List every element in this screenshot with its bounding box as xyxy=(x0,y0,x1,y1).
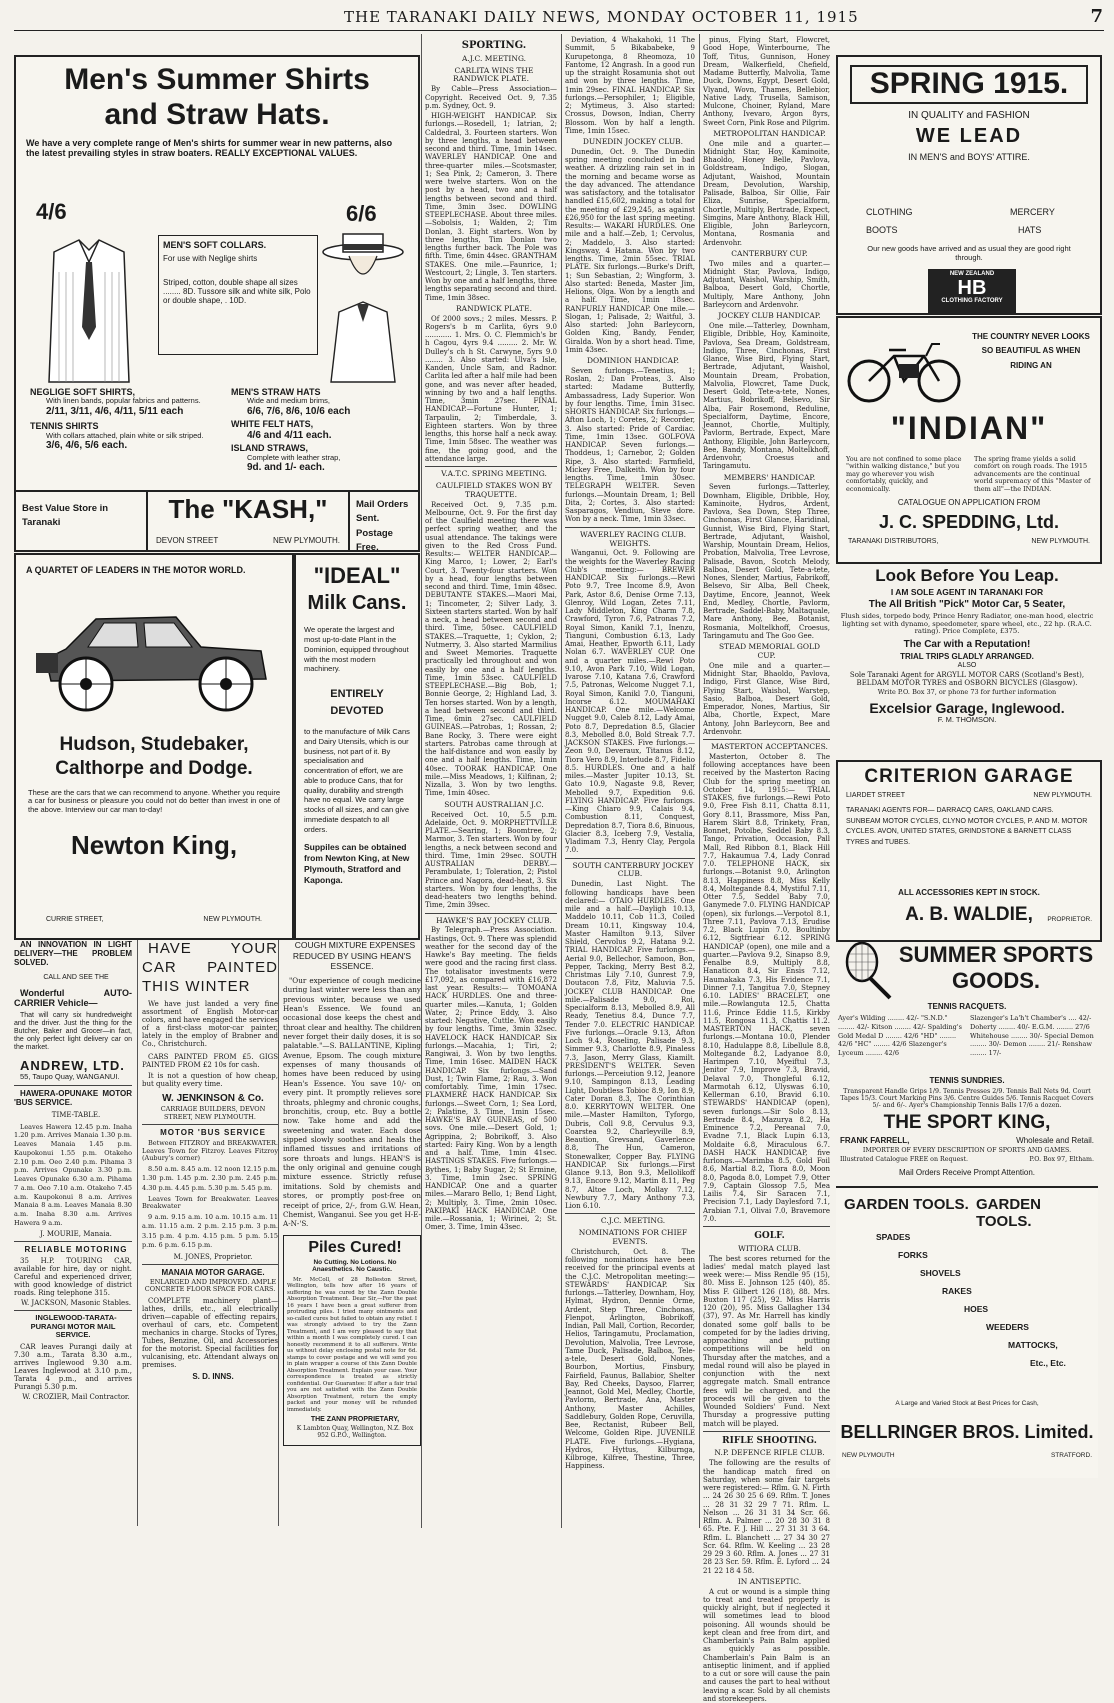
sporting-p5: By Telegraph.—Press Association. Hastings, Oct. 9. There was splendid weather for the second day of the Hawke's Bay meeting. The fields were good and the racing first class. The totalisator investments were £17,092, as compared with £16,872 last year. Results:— TOMOANA HACK HURDLES. One and three-quarter miles.—Kanuta, 1; Golden Water, 2; Prince Eddy, 3. Also started: Negative, Cuttle. Won easily by four lengths. Time, 3min 32sec. HAVELOCK HACK HANDICAP. Six furlongs.—Macahia, 1; Tiri, 2; Rangiwai, 3. Won by two lengths. Time, 1min 16sec. MAIDEN HACK HANDICAP. Six furlongs.—Sand Dust, 1; Twin Flame, 2; Rau, 3. Won comfortably. Time, 1min 17sec. FLAXMERE HACK HANDICAP. Six furlongs.—Sweet Corn, 1; Sea Lord, 2; Palatine, 3. Time, 1min 15sec. HAWKE'S BAY GUINEAS, of 500 sovs. One mile.—Desert Gold, 1; Agrippina, 2; Bobrikoff, 3. Also started: Fairy King. Won by a length and a half. Time, 1min 41sec. HASTINGS STAKES. Five furlongs.—Bythes, 1; Baby Sugar, 2; St Ermine, 3. Time, 1min 2sec. SPRING HANDICAP. One and a quarter miles.—Mararo Bello, 1; Bend Light, 2; Multiply, 3. Time, 2min 10sec. PAKIPAKI HACK HANDICAP. One mile.—Rossania, 1; Wirinei, 2; St. Omer, 3. Time, 1min 43sec. xyxy=(425,926,557,1232)
col5-p10: A cut or wound is a simple thing to treat and treated properly is quickly alright, but if neglected it will sometimes lead to blood poisoning. All wounds should be kept clean and free from dirt, and Chamberlain's Pain Balm applied as quickly as possible. Chamberlain's Pain Balm is an antiseptic liniment, and if applied to a cut or sore will cause the pain and causes the part to heal without leaving a scar. Sold by all chemists and storekeepers. xyxy=(703,1587,830,1703)
collars-title: MEN'S SOFT COLLARS. xyxy=(163,240,267,250)
newton-name: Newton King, xyxy=(70,829,238,860)
indian-ad xyxy=(836,316,1102,564)
col5-s9: RIFLE SHOOTING. xyxy=(722,1435,817,1446)
piles-title: Piles Cured! xyxy=(308,1238,402,1256)
bus-title: MOTOR 'BUS SERVICE xyxy=(160,1128,266,1138)
sporting-s4: SOUTH AUSTRALIAN J.C. xyxy=(444,799,544,809)
sporting-s3: V.A.T.C. SPRING MEETING. xyxy=(441,469,547,479)
hb-badge-top: NEW ZEALAND xyxy=(949,271,995,277)
summer-sund-body: Transparent Handle Grips 1/9. Tennis Presses 2/9. Tennis Ball Nets 9d. Court Tapes 15/3. Court Marking Pins 3/6. Centre Guides 5/6. Tennis Racquet Covers 5/- and 6/-. Ayer's Championship Tennis Balls 17/6 a dozen. xyxy=(840,1088,1094,1110)
criterion-prop: PROPRIETOR. xyxy=(1047,916,1092,923)
excelsior-l2: The All British "Pick" Motor Car, 5 Seater, xyxy=(868,599,1066,611)
col5-s5: STEAD MEMORIAL GOLD CUP. xyxy=(719,642,820,660)
spring-c1: CLOTHING xyxy=(866,207,913,217)
col5-s6: MASTERTON ACCEPTANCES. xyxy=(711,742,828,752)
indian-town: NEW PLYMOUTH. xyxy=(1031,538,1090,545)
sporting-s1b: CARLITA WINS THE RANDWICK PLATE. xyxy=(453,65,534,84)
summer-owner: FRANK FARRELL, xyxy=(840,1136,910,1145)
spring-c4: HATS xyxy=(1018,225,1042,235)
manaia-sig: S. D. INNS. xyxy=(192,1372,234,1382)
mail-body: CAR leaves Purangi daily at 7.30 a.m., Tarata 8.30 a.m., arrives Inglewood 9.30 a.m. Leaves Inglewood at 3.10 p.m., Tarata 4 p.m., and arrives Purangi 5.30 p.m. xyxy=(14,1343,132,1392)
col5-p6: One mile and a quarter.—Midnight Star, Bhaoldo, Pavlova, Indigo, First Glance, Wise Bird, Flying Start, Waishol, Warstep, Sasio, Balboa, Desert Gold, Emperador, Nones, Martius, Sir Alba, Chortle, Expect, Mare Antony, John Barleycorn, Bee and Ardenvohr. xyxy=(703,661,830,736)
hawera-lines: Leaves Hawera 12.45 p.m. Inaha 1.20 p.m. Arrives Manaia 1.30 p.m. Leaves Manaia 1.45 p.m. Kaupokonui 1.55 p.m. Otakeho 2.10 p.m. Oeo 2.40 p.m. Pihama 3 p.m. Arrives Opunake 3.30 p.m. Leaves Opunake 6.30 a.m. Pihama 7 a.m. Oeo 7.10 a.m. Otakeho 7.45 a.m. Kaupokonui 8 a.m. Arrives Manaia 8 a.m. Leaves Manaia 8.30 a.m. Inaha 8.30 a.m. Arrives Hawera 9 a.m. xyxy=(14,1122,132,1227)
newton-brands: Hudson, Studebaker, Calthorpe and Dodge. xyxy=(55,734,253,780)
indian-cat: CATALOGUE ON APPLICATION FROM xyxy=(897,498,1041,507)
felt-title: WHITE FELT HATS, xyxy=(231,419,314,430)
newton-body: These are the cars that we can recommend to anyone. Whether you require a car for business or pleasure you could not do better than invest in one of the above. Interview our car man to-day! xyxy=(28,787,280,815)
col5-s4: MEMBERS' HANDICAP. xyxy=(723,472,816,482)
racquet-icon xyxy=(840,942,900,1000)
excelsior-sig: F. M. THOMSON. xyxy=(937,714,997,724)
excelsior-l1: I AM SOLE AGENT IN TARANAKI FOR xyxy=(890,586,1044,597)
indian-left: You are not confined to some place "within walking distance," but you may go wherever you wish comfortably, quickly, and economically. xyxy=(846,455,962,493)
summer-left: Ayer's Wilding ........ 42/- "S.N.D." ........ 42/- Kitson ........ 42/- Spalding's Gold Medal D ........ 42/6 "HD" ........ 42/6 "HC" ........ 42/6 Slazenger's Lyceum ........ 42/6 xyxy=(838,1014,962,1058)
manaia-body: COMPLETE machinery plant—lathes, drills, etc., all electrically driven—capable of effecting repairs, overhaul of cars, etc. Competent mechanics in charge. Stocks of Tyres, Tubes, Benzine, Oil, and Accessories for the motorist. Special facilities for vulcanising, etc. Attendant always on premises. xyxy=(142,1296,278,1370)
painted-title: HAVE YOUR CAR PAINTED THIS WINTER xyxy=(142,940,278,995)
indian-name: "INDIAN" xyxy=(890,410,1048,446)
kash-name: The "KASH," xyxy=(168,494,328,524)
masthead-title: THE TARANAKI DAILY NEWS, MONDAY OCTOBER 11, 1915 xyxy=(344,8,859,26)
hb-badge-mid: HB xyxy=(957,276,987,299)
col4-p5: Dunedin, Last Night. The following handicaps have been declared:— OTAIO HURDLES. One mile and a half.—Dayligh 10.13, Maddelo 10.11, Cob 11.3, Coiled Dream 10.11, Kingsway 10.4, Master Hamilton 9.13, Silver Shield, Cervolus 9.2, Hatana 9.2. TRIAL HANDICAP. Five furlongs.—Aerial 9.0, Bellechor, Samoon, Bon, Pepper, Tacking, Merry Best 8.2, Christmas Lily 7.10, Gunrest 7.9, Doutacon 7.8, Fitz, Maluvia 7.5. JOCKEY CLUB HANDICAP. One mile.—Palisade 9.0, Roi, Specialform 8.13, Mebolled 8.9, All Ready, Tenetius 8.4, Dunce 7.7, Tender 7.0. ELECTRIC HANDICAP. Five furlongs.—Oracle 9.13, Afton Loch 9.4, Roseling, Palisade 9.3, Simmer 9.3, Charlotte 8.9, Pinaless 7.3, Jason, Merry Glass, Kiamilt. PRESIDENT'S WELTER. Seven furlongs.—Perceiution 9.12, Jeanore 9.10, Sampingon 8.13, Leading Light, Doubtless Tobioc 8.9, Ion 8.9, Cater Doran 8.3, The Corinthian 8.0. KERRYTOWN WELTER. One mile.—Master Hamilton, Tyforgo, Dubris, Coll 9.8, Cervulus 9.3, Coarstea 9.2, Charleyville 8.9, Beaution, Grevsand, Gaverlence 8.8, The Hun, Cameron, Stonewalker, Copper Bay. FLYING HANDICAP. Six furlongs.—First Glance 9.13, Bon 9.3, Mellolikoff 9.13, Encore 9.12, Martin 8.11, Peg 8.7, Altoe Loch, Mollay 7.12, Newbury 7.7, Mary Anthony 7.3, Lion 6.10. xyxy=(565,880,695,1211)
shirts-intro: We have a very complete range of Men's shirts for summer wear in new patterns, also the latest prevailing styles in straw boaters. REALLY EXCEPTIONAL VALUES. xyxy=(26,138,393,159)
sporting-s2: RANDWICK PLATE. xyxy=(456,303,532,313)
criterion-ad xyxy=(836,760,1102,942)
criterion-title: CRITERION GARAGE xyxy=(864,766,1074,787)
andrew-head: AN INNOVATION IN LIGHT DELIVERY—THE PROBLEM SOLVED. xyxy=(14,940,132,968)
shirts-ad xyxy=(14,55,420,492)
garden-title2: GARDEN TOOLS. xyxy=(976,1196,1042,1231)
hb-badge-bot: CLOTHING FACTORY xyxy=(941,297,1003,304)
shirt-illustration xyxy=(34,232,144,382)
racing-column-5 xyxy=(703,36,830,1703)
hawera-tt: TIME-TABLE. xyxy=(51,1111,101,1120)
criterion-street: LIARDET STREET xyxy=(846,792,905,799)
cough-body: "Our experience of cough medicine during last winter were less than any previous winter, because we used Hean's Essence. We found an occasional dose keeps the chest and throat clear and healthy. The children never forget their daily doses, it is so palatable."—S. BALLANTINE, Kipling Avenue, Epsom. The cough mixture expenses of many thousands of homes have been reduced by using Hean's Essence. You save 10/- on every pint. It promptly relieves sore throats, phlegmy and chronic coughs, bronchitis, croup, etc. Buy a bottle now. Take home and add the sweetening and water. Each dose sipped slowly soothes and heals the inflamed tissues and irritations of sore throats and lungs. HEAN'S is the only original and genuine cough mixture essence. Strictly refuse imitations. Sold by chemists and stores, or promptly post-free on receipt of price, 2/-, from G.W. Hean, Chemist, Wanganui. See you get H-E-A-N-'S. xyxy=(283,975,421,1229)
ideal-entirely: ENTIRELY DEVOTED xyxy=(330,688,384,717)
col5-s3: JOCKEY CLUB HANDICAP. xyxy=(718,311,821,321)
tennis-prices: 3/6, 4/6, 5/6 each. xyxy=(46,440,128,452)
summer-cat: Illustrated Catalogue FREE on Request. xyxy=(840,1156,969,1163)
boater-man-illustration xyxy=(311,222,411,382)
shirts-headline-1: Men's Summer Shirts xyxy=(64,63,370,96)
bus-times: 8.50 a.m. 8.45 a.m. 12 noon 12.15 p.m. 1.30 p.m. 1.45 p.m. 2.30 p.m. 2.45 p.m. 4.30 p.m. 4.45 p.m. 5.30 p.m. 5.45 p.m. xyxy=(142,1164,278,1192)
straw-title: MEN'S STRAW HATS xyxy=(231,387,321,397)
sporting-p1: HIGH-WEIGHT HANDICAP. Six furlongs.—Rosedell, 1; Iatrian, 2; Caldedral, 3. Fourteen starters. Won by three lengths, a head between second and third. Time, 1min 14sec. WAVERLEY HANDICAP. One and three-quarter miles.—Scotsmaster, 1; Sea Pink, 2; Cameron, 3. There were twelve starters. Won on the post by a head, two and a half lengths between second and third. Time, 3min 3sec. DOWLING STEEPLECHASE. About three miles.—Sobolsis, 1; Walden, 2; Tim Donlan, 3. Eight starters. Won by three lengths, Tim Donlan two lengths further back. The Pole was fifth. Time, 6min 44sec. GRANTHAM STAKES. One mile.—Faunrice, 1; Westcourt, 2; Lingle, 3. Ten starters. Won by one and a half lengths, three lengths separating second and third. Time, 1min 38sec. xyxy=(425,112,557,302)
andrew-call: CALL AND SEE THE xyxy=(43,973,109,981)
col5-p5: Seven furlongs.—Tatterley, Downham, Eligible, Dribble, Hoy, Kaminoite, Hydros, Ardent, Pavlova, Sea Down, Step Three, Cinchonas, First Glance, Haridinal, Gunnist, Wise Bird, Flying Start, Bertrade, Adjutant, Waishol, Warship, Mountain Dream, Helios, Probation, Malvolia, Tree Levrose, Palisade, Bavon, Scotch Melody, Balboa, Desert Gold, Tete-a-tete, Nones, Slender, Martius, Fabrikoff, Belsevo, Sir Alba, Bell Cheek, Daytime, Encore, Jeannot, Week End, Medley, Chortle, Pavlorm, Bertrade, Saddel-Baby, Maltaquale, Mare Anthony, Bee, Botanist, Rosmania, Moltelkhoff, Croesus, Taringamutu and The Goo Gee. xyxy=(703,483,830,640)
ideal-milk-cans-ad xyxy=(294,553,420,940)
spring-line2: WE LEAD xyxy=(915,125,1023,147)
excelsior-title: Look Before You Leap. xyxy=(875,566,1059,585)
hawera-sig: J. MOURIE, Manaia. xyxy=(40,1229,112,1238)
col5-p3: Two miles and a quarter.—Midnight Star, Pavlova, Indigo, Adjutant, Waishol, Warship, Smith, Balboa, Desert Gold, Chortle, Multiply, Mare Anthony, John Barleycorn and Ardenvohr. xyxy=(703,259,830,309)
reliable-title: RELIABLE MOTORING xyxy=(24,1244,128,1254)
col5-p2: One mile and a quarter.—Midnight Star, Hoy, Kaminoite, Bhaoldo, Honey Belle, Pavlova, Goldstream, Indigo, Slogan, Adjutant, Waishod, Mountain Dream, Devolution, Warship, Palisade, Balboa, Sir Ollie, Fair Eliza, Sunrise, Specialform, Chortle, Multiply, Bertrade, Expect, Simgins, Mare Anthony, Black Hill, Eligible, John Barleycorn, Montana, Rosmania and Ardenvohr. xyxy=(703,139,830,247)
col4-s6: NOMINATIONS FOR CHIEF EVENTS. xyxy=(578,1228,688,1246)
sporting-title: SPORTING. xyxy=(461,40,527,51)
garden-item: WEEDERS xyxy=(986,1322,1029,1332)
garden-town2: STRATFORD. xyxy=(1050,1452,1092,1459)
straw-prices: 6/6, 7/6, 8/6, 10/6 each xyxy=(247,405,351,417)
reliable-body: 35 H.P. TOURING CAR, available for hire, day or night. Careful and experienced driver, with good knowledge of district roads. Ring telephone 315. xyxy=(14,1256,132,1298)
col5-p9: The following are the results of the handicap match fired on Saturday, when some fair targets were registered:— Rflm. G. N. Firth ... 24 26 30 25 6 69. Rflm. T. Jones ... 28 31 32 29 7 71. Rflm. L. Nelson ... 26 31 31 34 Scr. 66. Rflm. A. Palmer ... 20 28 30 31 8 65. Pte. F. J. Hill ... 27 31 31 3 64. Rflm. L. Blanchett ... 27 34 30 27 Scr. 64. Rflm. W. Keeling ... 23 28 29 29 3 60. Rflm. A. Jones ... 27 31 28 23 Scr. 59. Rflm. E. Lyford ... 24 21 22 18 4 58. xyxy=(703,1459,830,1575)
painted-body: We have just landed a very fine assortment of English Motor-car colors, and have engaged the services of a first-class motor-car painter, lately in the employ of Brabner and Co., Christchurch. xyxy=(142,1000,278,1049)
summer-name: THE SPORT KING, xyxy=(883,1112,1051,1133)
sporting-p4: Received Oct. 10, 5.5 p.m. Adelaide, Oct. 9. MORPHETTVILLE PLATE.—Searing, 1; Boomtree, 2; Marmor, 3. Ten starters. Won by four lengths, a neck between second and third. Time, 1min 29sec. SOUTH AUSTRALIAN DERBY.—Perambulate, 1; Toleration, 2; Pistol Prince and Nagora, dead-heat, 3. Six starters. Won by four lengths, the dead-heaters two lengths behind. Time, 2min 39sec. xyxy=(425,810,557,910)
newton-heading: A QUARTET OF LEADERS IN THE MOTOR WORLD. xyxy=(26,565,246,575)
col4-s2: DOMINION HANDICAP. xyxy=(587,356,679,366)
excelsior-l8: Write P.O. Box 37, or phone 73 for further information xyxy=(877,688,1057,697)
spring-title: SPRING 1915. xyxy=(869,67,1069,100)
col4-p6: Christchurch, Oct. 8. The following nominations have been received for the principal events at the C.J.C. Metropolitan meeting:— STEWARDS' HANDICAP. Six furlongs.—Tatterley, Downham, Hoy, Hylmat, Hydron, Dennie Orme, Ardent, Step Three, Cinchonas, Flenpot, Arlington, Bobrikoff, Indian, Pall Mall, Cortion, Recorder, Helios, Taringamutu, Proclamation, Devolution, Malvolia, Tree Levrose, Tame Duck, Palisade, Balboa, Tele-a-tele, Desert Gold, Nones, Bourbon, Mortius, Finsbury, Fairfield, Faunus, Ballabior, Shelter Bay, Red Cheeks, Daysoo, Flarrer, Jeannot, Gold Mel, Medley, Chortle, Pavlorm, Bertrade, Ana, Master Anthony, Master Achilles, Saddlebury, Golden Rope, Ceruvilla, Bee, Rectanist, Rubeer Bell, Welcome, Golden Ripe. JUVENILE PLATE. Five furlongs.—Hygiana, Hydros, Hyttus, Kilburnga, Kilbroge, Kilfree, Thestine, Three, Happiness. xyxy=(565,1247,695,1471)
andrew-name xyxy=(14,1059,132,1083)
neglige-body: With linen bands, popular fabrics and patterns. xyxy=(46,396,201,406)
sporting-column xyxy=(425,36,557,1526)
summer-box: P.O. Box 97, Eltham. xyxy=(1029,1156,1094,1163)
spring-line3: IN MEN'S and BOYS' ATTIRE. xyxy=(908,152,1030,162)
island-title: ISLAND STRAWS, xyxy=(231,443,309,454)
col5-s10: N.P. DEFENCE RIFLE CLUB. xyxy=(714,1448,825,1458)
col4-s1: DUNEDIN JOCKEY CLUB. xyxy=(582,137,684,146)
garden-item: FORKS xyxy=(898,1250,928,1260)
ideal-body2: to the manufacture of Milk Cans and Dairy Utensils, which is our business, not part of it. By specialisation and concentration of effort, we are able to produce Cans, that for quality, durability and strength have no equal. We carry large stocks of all sizes, and can give immediate despatch to all orders. xyxy=(304,727,410,834)
summer-title1: SUMMER SPORTS xyxy=(898,942,1094,967)
piles-name: THE ZANN PROPRIETARY, xyxy=(310,1416,400,1424)
painted-prices: CARS PAINTED FROM £5. GIGS PAINTED FROM £2 10s for cash. xyxy=(142,1052,278,1069)
criterion-town: NEW PLYMOUTH. xyxy=(1033,792,1092,799)
hawera-title: HAWERA-OPUNAKE MOTOR 'BUS SERVICE. xyxy=(14,1089,132,1108)
newton-town: NEW PLYMOUTH. xyxy=(203,915,262,923)
excelsior-l4: The Car with a Reputation! xyxy=(903,639,1031,651)
sporting-s3b: CAULFIELD STAKES WON BY TRAQUETTE. xyxy=(435,481,553,499)
col4-s5: C.J.C. MEETING. xyxy=(600,1216,666,1226)
masthead xyxy=(14,4,1104,31)
mail-title: INGLEWOOD-TARATA-PURANGI MOTOR MAIL SERVICE. xyxy=(30,1313,117,1340)
kash-street: DEVON STREET xyxy=(156,535,219,545)
painted-name: W. JENKINSON & Co. xyxy=(162,1092,264,1104)
garden-tools-ad xyxy=(836,1186,1098,1478)
col4-p4: Wanganui, Oct. 9. Following are the weights for the Waverley Racing Club's meeting:— BREWER HANDICAP. Six furlongs.—Rewi Poto 9.7, Tree Income 8.9, Avon Park, Astor 8.6, Denise Orme 7.13, Glenroy, Wild Logan, Zetes 7.11, Lady Middleton, King Charm 7.8, Crawford, Tyron 7.6, Patronas 7.2, Royal Simon, Kanikl 7.1, Inenzu, Tianguni, Combustion 6.13, Lady Amai, Heather, Epworth 6.11, Lady Nolan 6.7. WAVERLEY CUP. One and a quarter miles.—Rewi Poto 9.10, Avon Park 7.10, Wild Logan, Ivarose 7.10, Katana 7.6, Crawford 7.5, Patronas, Welcome Nugget 7.1, Royal Simon, Kanikl 7.0, Tianguni, Incorse 6.12. MOUMAHAKI HANDICAP. One mile.—Welcome Nugget 9.0, Caleb 8.12, Lady Amai, Poto 8.7, Depredation 8.5, Glacier 8.3, Mebolled 8.0, Bold Streak 7.7. JACKSON STAKES. Five furlongs.—Zeon 9.0, Deveraux, Titanus 8.12, Tiora Vero 8.9, Interlude 8.7, Fidelio 8.5. HURDLES. One and a half miles.—Master Jupiter 10.13, St. Gato 10.9, Nagaste 9.8, Rever, Mebolled 9.7, Expedition 9.6. FLYING HANDICAP. Five furlongs.—King Chiaro 9.9, Calais 9.4, Combustion 8.11, Conquest, Depredation 8.7, Tiora 8.6, Binuous, Glacier 8.3, Iceberg 7.9, Vestalia, Vladimam 7.3, Henry Clay, Pergola 7.0. xyxy=(565,549,695,855)
manaia-title: MANAIA MOTOR GARAGE. xyxy=(161,1267,265,1277)
neglige-title: NEGLIGE SOFT SHIRTS, xyxy=(30,387,136,397)
garden-item: SPADES xyxy=(876,1232,911,1242)
andrew-address: 55, Taupo Quay, WANGANUI. xyxy=(20,1072,120,1082)
summer-sports-ad xyxy=(836,942,1098,1182)
andrew-firm-name: ANDREW, LTD. xyxy=(20,1057,125,1073)
page-number: 7 xyxy=(1090,6,1104,27)
cough-title: COUGH MIXTURE EXPENSES REDUCED BY USING HEAN'S ESSENCE. xyxy=(292,940,416,972)
col5-s1: METROPOLITAN HANDICAP. xyxy=(713,128,826,138)
bus-sub2: Leaves Town for Breakwater. Leaves Breakwater xyxy=(142,1195,278,1211)
spring-title-box xyxy=(850,65,1088,104)
hb-badge xyxy=(928,269,1016,313)
kash-left: Best Value Store in Taranaki xyxy=(22,503,109,529)
andrew-title: Wonderful AUTO-CARRIER Vehicle— xyxy=(14,987,132,1008)
summer-rq: TENNIS RACQUETS. xyxy=(927,1002,1007,1011)
sporting-s1: A.J.C. MEETING. xyxy=(461,53,527,63)
excelsior-name: Excelsior Garage, Inglewood. xyxy=(869,699,1065,716)
shirts-headline-2: and Straw Hats. xyxy=(104,97,330,131)
ideal-body1: We operate the largest and most up-to-date Plant in the Dominion, equipped throughout with the most modern machinery. xyxy=(304,625,409,674)
garden-item: SHOVELS xyxy=(920,1268,961,1278)
sporting-s1c: By Cable—Press Association—Copyright. Received Oct. 9, 7.35 p.m. Sydney, Oct. 9. xyxy=(425,85,557,110)
criterion-acc: ALL ACCESSORIES KEPT IN STOCK. xyxy=(898,888,1040,897)
col5-s11: IN ANTISEPTIC. xyxy=(737,1576,802,1586)
tennis-title: TENNIS SHIRTS xyxy=(30,421,99,432)
indian-firm: J. C. SPEDDING, Ltd. xyxy=(878,512,1060,532)
sporting-p3: Received Oct. 9, 7.35 p.m. Melbourne, Oct. 9. For the first day of the Caulfield meeting there was perfect spring weather, and the usual attendance. The takings were given to the Red Cross Fund. Results:— WELTER HANDICAP.—King Marco, 1; Lower, 2; Earl's Court, 3. Twenty-four starters. Won by a head, four lengths between second and third. Time, 1min 48sec. DEBUTANTE STAKES.—Maori Mai, 1; Tincometer, 2; Silver Lady, 3. Sixteen starters started. Won by half a neck, a head between second and third. Time, 50sec. CAULFIELD STAKES.—Traquette, 1; Cyklon, 2; Nutmerry, 3. Also started Marmilius and Sweet Memories. Traquette practically led throughout and won easily by one and a half lengths. Time, 1min 53sec. CAULFIELD STEEPLECHASE.—Big Bob, 1; Bonnie George, 2; Highland Lad, 3. Ten horses started. Won by a length, a head between second and third. Time, 6min 27sec. CAULFIELD GUINEAS.—Patrobas, 1; Rossan, 2; Bane Rocky, 3. There were eight starters. Patrobas came through at the half-distance and won easily by one and a half lengths. Time, 1min 40sec. TOORAK HANDICAP. One mile.—Miss Meadows, 1; Kilfinan, 2; Nizalla, 3. Won by two lengths. Time, 1min 40sec. xyxy=(425,500,557,798)
mail-sig: W. CROZIER, Mail Contractor. xyxy=(22,1393,130,1402)
garden-item: HOES xyxy=(964,1304,989,1314)
garden-item: Etc., Etc. xyxy=(1030,1358,1066,1368)
criterion-name: A. B. WALDIE, xyxy=(905,904,1033,925)
excelsior-l5: TRIAL TRIPS GLADLY ARRANGED. xyxy=(900,651,1034,661)
straw-body: Wide and medium brims, xyxy=(247,396,330,406)
small-ads-col1 xyxy=(14,940,132,1526)
indian-right: The spring frame yields a solid comfort on rough roads. The 1915 advancements are the continual world supremacy of this "Master of them all"—the INDIAN. xyxy=(974,455,1091,493)
kash-strip xyxy=(14,490,420,552)
col4-p1: Deviation, 4 Whakahoki, 11 The Summit, 5 Bikababeke, 9 Kurupetonga, 8 Rheomoza, 10 Fantome, 12 Angrash. In a good run up the straight Rosamunia shot out and won by three lengths. Time, 1min 29sec. FINAL HANDICAP. Six furlongs.—Persophiler, 1; Eligible, 2; Mytimeus, 3. Also started: Crossus, Dowson, Indian, Cherry Blossom. Won by half a length. Time, 1min 15sec. xyxy=(565,36,695,135)
neglige-prices: 2/11, 3/11, 4/6, 4/11, 5/11 each xyxy=(46,405,184,417)
spring-note: Our new goods have arrived and as usual they are good right through. xyxy=(867,244,1071,262)
shirts-right-list xyxy=(231,387,411,474)
small-ads-col2 xyxy=(137,940,278,1526)
spring-1915-ad xyxy=(836,55,1102,315)
summer-title2: GOODS. xyxy=(951,968,1040,993)
ideal-title: "IDEAL" xyxy=(313,563,401,588)
garden-item: MATTOCKS, xyxy=(1008,1340,1058,1350)
sporting-s5: HAWKE'S BAY JOCKEY CLUB. xyxy=(436,915,552,925)
summer-sundries: TENNIS SUNDRIES. xyxy=(929,1076,1005,1085)
collars-line: For use with Neglige shirts xyxy=(163,254,258,264)
col5-p4: One mile.—Tatterley, Downham, Eligible, Dribble, Hoy, Kaminoite, Pavlova, Sea Dream, Goldstream, Indigo, Three, Cinchonas, First Glance, Wise Bird, Flying Start, Bertrade, Adjutant, Waishol, Mountain Dream, Probation, Malvolia, Flowcret, Tame Duck, Desert Gold, Tete-a-tete, Nones, Martius, Bobrikoff, Belsevo, Sir Alba, Fair Rosemond, Reduline, Specialform, Daytime, Encore, Jeannot, Chortle, Multiply, Pavlorm, Bertrade, Expect, Mare Anthony, Eligible, John Barleycorn, Bee, Bandy, Montana, Moltelkhoff, Ardenvohr, Croesus and Taringamutu. xyxy=(703,322,830,471)
bus-sig: M. JONES, Proprietor. xyxy=(173,1252,253,1261)
andrew-body: That will carry six hundredweight and the driver. Just the thing for the Butcher, Baker and Grocer—in fact, the only perfect light delivery car on the market. xyxy=(14,1012,132,1052)
col4-s3: WAVERLEY RACING CLUB. WEIGHTS. xyxy=(580,529,686,548)
tennis-body: With collars attached, plain white or silk striped. xyxy=(46,430,204,440)
col4-s4: SOUTH CANTERBURY JOCKEY CLUB. xyxy=(572,860,694,879)
col5-p1: pinus, Flying Start, Flowcret, Good Hope, Winterbourne, The Toff, Titus, Gunnison, Honey Dream, Walkerfield, Chefield, Madame Butterfly, Malvolia, Tame Duck, Downs, Egypt, Desert Gold, Vlyand, Wovn, Thames, Bellebior, Native Lady, Trusella, Samison, Mulcone, Choiner, Ryland, Mare Anthony, Ivevaro, Argon 8yrs, Sweet Corn, Pink Rose and Pilgrim. xyxy=(703,36,830,127)
spring-line1: IN QUALITY and FASHION xyxy=(908,109,1030,121)
garden-name: BELLRINGER BROS. Limited. xyxy=(840,1422,1094,1442)
kash-town: NEW PLYMOUTH. xyxy=(273,535,340,545)
reliable-sig: W. JACKSON, Masonic Stables. xyxy=(20,1299,132,1308)
summer-mail: Mail Orders Receive Prompt Attention. xyxy=(898,1168,1036,1177)
summer-imp: IMPORTER OF EVERY DESCRIPTION OF SPORTS AND GAMES. xyxy=(862,1147,1072,1154)
garden-note: A Large and Varied Stock at Best Prices for Cash, xyxy=(895,1400,1039,1407)
kash-center xyxy=(146,492,350,550)
piles-ad xyxy=(283,1235,421,1446)
island-prices: 9d. and 1/- each. xyxy=(247,462,325,474)
island-body: Complete with leather strap, xyxy=(247,452,341,462)
newton-king-ad xyxy=(14,553,294,940)
painted-note: It is not a question of how cheap, but quality every time. xyxy=(142,1071,278,1088)
motorcycle-illustration xyxy=(844,326,964,406)
excelsior-l3: Flush sides, torpedo body, Prince Henry Radiator, one-man hood, electric lighting set with dynamo, speedometer, spare wheel, etc., 22 hp. (R.A.C. rating). Price Complete, £375. xyxy=(840,611,1094,636)
excelsior-l6: ALSO xyxy=(957,661,977,669)
col5-p8: The best scores returned for the ladies' medal match played last week were:— Miss Rendle 95 (15), 80. Miss E. Johnson 125 (40), 85. Miss F. Gilbert 126 (18), 88. Mrs. Buxton 117 (25), 92. Miss Harris 120 (20), 95. Miss Gallagher 134 (37), 97. As Mr. Harrell has kindly donated some golf balls to be competed for by the ladies driving, approaching and putting competitions will be held on Thursday after the matches, and a medal round will also be played in conjunction with the next aggregate match. Small entrance fees will be charged, and the proceeds will be given to the Wounded Soldiers' Fund. Next Thursday a progressive putting match will be played. xyxy=(703,1254,830,1428)
col5-p7: Masterton, October 8. The following acceptances have been received by the Masterton Racing Club for the spring meeting on October 14, 1915:— TRIAL STAKES, five furlongs.—Rewi Poto 9.0, Free Fish 8.11, Chatta 8.11, Gory 8.11, Brassmore, Miss Pan, Harem Skirt 8.8, Trinkety, Fran, Bonnet, Potolbe, Seddel Baby 8.3, Tango, Privation, Occasion, Pall Mall, Red Ribbon 8.1, Black Hill 7.7, Hakaumua 7.4, Lady Conrad 7.0. TELEPHONE HACK, six furlongs.—Botanist 9.0, Arlington 8.13, Happiness 8.8, Miss Kelly 8.4, Moltegande 8.4, Mystiful 7.11, Otter 7.5, Seddel Baby 7.0, Ganymede 7.0. FLYING HANDICAP (open), six furlongs.—Verpotol 8.1, Three 7.11, Pavlova 7.13, Erudise 7.2, Black Lupin 7.0, Boultinby 6.12, Sigtfriear 6.12. SPRING HANDICAP (open), one mile and a quarter.—Pavlova 9.2, Sinapso 8.9, Fenalbe 8.9, Multiply 8.8, Hanaticon 8.4, Sir Ensis 7.12, Haumakaka 7.3, His Evidence 7.1, Dinner 7.1, Tangitua 7.0, Stepney 6.10. LADIES' BRACELET, one mile.—Rowlanguta 12.5, Chatta 11.6, Prince Eddie 11.5, Kirkby 11.5, Rongosa 11.3, Chattis 11.2. MASTERTON HACK, seven furlongs.—Montana 10.0, Plender 8.10, Hadulappe 8.8, Libellule 8.8, Moltegande 8.2, Ladyanoe 8.0, Harimpen 7.10, Myeiftul 7.3, Jenitor 7.9, Improve 7.3, Bravid, Delaval 7.0, Thongleful 6.12, Marmotah 6.12, Ulyswas 6.10, Kellerman 6.10, Bravid 6.10. STEWARDS' HANDICAP (open), seven furlongs.—Sir Solo 8.13, Bertrade 8.4, Mazurya 8.2, Ha Eminence 7.2, Pereanal 7.0, Evadne 7.1, Black Lupin 6.13, Moldaite 6.8, Miraculous 6.7. DASH HACK HANDICAP, five furlongs.—Marimba 8.5, Gold Foil 8.6, Martial 8.2, Tiora 8.0, Moon 8.0, Pagoda 8.0, Lompet 7.9, Otter 7.9, Captain Glossop 7.5, Mea Lailis 7.4, Sir Saracen 7.1, Precision 7.1, Lady Daylesford 7.1, Arabian 7.1, Olivai 7.0, Bravemore 7.0. xyxy=(703,752,830,1223)
col4-p3: Seven furlongs.—Tenetius, 1; Roslan, 2; Dan Proteas, 3. Also started: Madame Butterfly, Ambassadress, Lady Superior. Won by four lengths. Time, 1min 31sec. SHORTS HANDICAP. Six furlongs.—Afton Loch, 1; Coretes, 2; Recorder, 3. Also started: Pride of Cardiac. Time, 1min 13sec. GOLFOVA HANDICAP. Seven furlongs.—Thoddeus, 1; Carnebor, 2; Golden Ripe, 3. Also started: Farmfield, Mickey Free, Dalkeith. Won by four lengths. Time, 1min 30sec. TELEGRAPH WELTER. Seven furlongs.—Mountain Dream, 1; Bell Dita, 2; Cortes, 3. Also started: Sasparagos, Vendiun, Steve dore. Won by a neck. Time, 1min 33sec. xyxy=(565,366,695,524)
painted-sub: CARRIAGE BUILDERS, DEVON STREET, NEW PLYMOUTH. xyxy=(160,1105,266,1121)
excelsior-l7: Sole Taranaki Agent for ARGYLL MOTOR CARS (Scotland's Best), BELDAM MOTOR TYRES and OSBORN BICYCLES (Glasgow). xyxy=(849,670,1085,688)
garden-town1: NEW PLYMOUTH xyxy=(842,1452,895,1459)
price-right: 6/6 xyxy=(346,201,377,226)
shirts-left-list xyxy=(30,387,220,452)
piles-body: Mr. McColl, of 28 Rolleston Street, Wellington, tells how after 16 years of suffering he was cured by the Zann Double Absorption Treatment. Dear Sir,—For the past 16 years I have been a great sufferer from protruding piles. I tried many ointments and so-called cures but failed to obtain any relief. I was strongly advised to try the Zann Treatment, and I am very pleased to say that within a month I was completely cured. I can honestly recommend it to all sufferers. Write us without delay enclosing postal note for 6d. stamps to cover postage and we will send you in plain wrapper a course of this Zann Double Absorption Treatment. Explain your case. Your correspondence is treated as strictly confidential. Our Guarantee: If after a fair trial you are not satisfied with the Zann Double Absorption Treatment, return the empty packet and your money will be refunded immediately. xyxy=(287,1276,417,1413)
collars-body: Striped, cotton, double shape all sizes ........ 8D. Tussore silk and white silk, Polo or double shape, . 10D. xyxy=(163,277,311,305)
ideal-subtitle: Milk Cans. xyxy=(307,592,407,615)
garden-title1: GARDEN TOOLS. xyxy=(844,1196,969,1213)
indian-sub: TARANAKI DISTRIBUTORS, xyxy=(848,538,939,545)
col5-s7: GOLF. xyxy=(754,1231,785,1242)
newton-street: CURRIE STREET, xyxy=(46,915,104,923)
spring-c2: MERCERY xyxy=(1010,207,1055,217)
indian-tag: THE COUNTRY NEVER LOOKS SO BEAUTIFUL AS WHEN RIDING AN xyxy=(972,332,1090,370)
ideal-body3: Suppiles can be obtained from Newton King, at New Plymouth, Stratford and Kaponga. xyxy=(304,842,410,886)
summer-right: Slazenger's La'h't Chamber's .... 42/- Doherty ........ 40/- E.G.M. ........ 27/6 Whitehouse ........ 30/- Special Demon ........ 30/- Demon ........ 21/- Renshaw ........ 17/- xyxy=(970,1014,1094,1058)
bus-times2: 9 a.m. 9.15 a.m. 10 a.m. 10.15 a.m. 11 a.m. 11.15 a.m. 2 p.m. 2.15 p.m. 3 p.m. 3.15 p.m. 4 p.m. 4.15 p.m. 5 p.m. 5.15 p.m. 6 p.m. 6.15 p.m. xyxy=(142,1212,278,1250)
criterion-body: TARANAKI AGENTS FOR— DARRACQ CARS, OAKLAND CARS. SUNBEAM MOTOR CYCLES, CLYNO MOTOR CYCLES, P. AND M. MOTOR CYCLES. AVON, UNITED STATES, GRINDSTONE & BARNETT CLASS TYRES and TUBES. xyxy=(846,807,1088,846)
col5-s2: CANTERBURY CUP. xyxy=(731,248,808,258)
collars-panel xyxy=(158,235,318,355)
piles-addr: K Lambton Quay, Wellington, N.Z. Box 952 G.P.O., Wellington. xyxy=(296,1425,414,1440)
col5-s8: WITIORA CLUB. xyxy=(738,1243,801,1253)
sporting-p2: Of 2000 sovs.; 2 miles. Messrs. P. Rogers's b m Carlita, 6yrs 9.0 ............ 1. Mrs. O. C. Flemmich's br h Cagou, 4yrs 9.4 ......... 2. Mr. W. Dulley's ch h St. Carwyne, 5yrs 9.0 ........ 3. Also started: Ulva's Isle, Kanden, Uncle Sam, and Radnor. Carlita led after a half mile had been gone, and was never after headed, winning by two and a half lengths. Time, 3min 27sec. FINAL HANDICAP.—Fortune Hunter, 1; Tarpaulin, 2; Timberdale, 3. Eighteen starters. Won by three lengths, this horse half a neck away. Time, 1min 58sec. The weather was fine, the going good, and the attendance large. xyxy=(425,314,557,463)
garden-item: RAKES xyxy=(942,1286,972,1296)
small-ads-col3 xyxy=(278,940,421,1526)
manaia-sub: ENLARGED AND IMPROVED. AMPLE CONCRETE FLOOR SPACE FOR CARS. xyxy=(144,1277,277,1294)
excelsior-ad xyxy=(836,566,1098,758)
piles-sub: No Cutting. No Lotions. No Anaesthetics. No Caustic. xyxy=(312,1258,397,1274)
felt-prices: 4/6 and 4/11 each. xyxy=(247,429,332,441)
kash-right: Mail Orders Sent. Postage Free. xyxy=(356,499,409,553)
spring-c3: BOOTS xyxy=(866,225,898,235)
bus-sub: Between FITZROY and BREAKWATER. Leaves Town for Fitzroy. Leaves Fitzroy (Aubury's corner) xyxy=(142,1139,278,1163)
col4-p2: Dunedin, Oct. 9. The Dunedin spring meeting concluded in bad weather. A drizzling rain set in in the morning and became worse as the day advanced. The attendance was satisfactory, and the totalisator handled £15,602, making a total for the meeting of £29,245, as against £26,950 for the last spring meeting. Results:— WAKARI HURDLES. One mile and a half.—Zeb, 1; Cervolus, 2; Maddelo, 3. Also started: Kingsway, 4 Hatana. Won by two lengths. Time, 2min 55sec. TRIAL PLATE. Six furlongs.—Burke's Drift, 1; Sun Sebastian, 2; Wingform, 3. Also started: Beneda, Master Jim, Helions, Olga. Won by a length and a half. Time, 1min 18sec. RANFURLY HANDICAP. One mile.—Slogan, 1; Palisade, 2; Waitful, 3. Also started: John Barleycorn, Golden King, Bandy, Fender, Giralda. Won by a short head. Time, 1min 43sec. xyxy=(565,147,695,354)
racing-column-4 xyxy=(565,36,695,1526)
motor-car-illustration xyxy=(26,589,282,719)
price-left: 4/6 xyxy=(36,199,67,224)
summer-ws: Wholesale and Retail. xyxy=(1016,1136,1094,1145)
